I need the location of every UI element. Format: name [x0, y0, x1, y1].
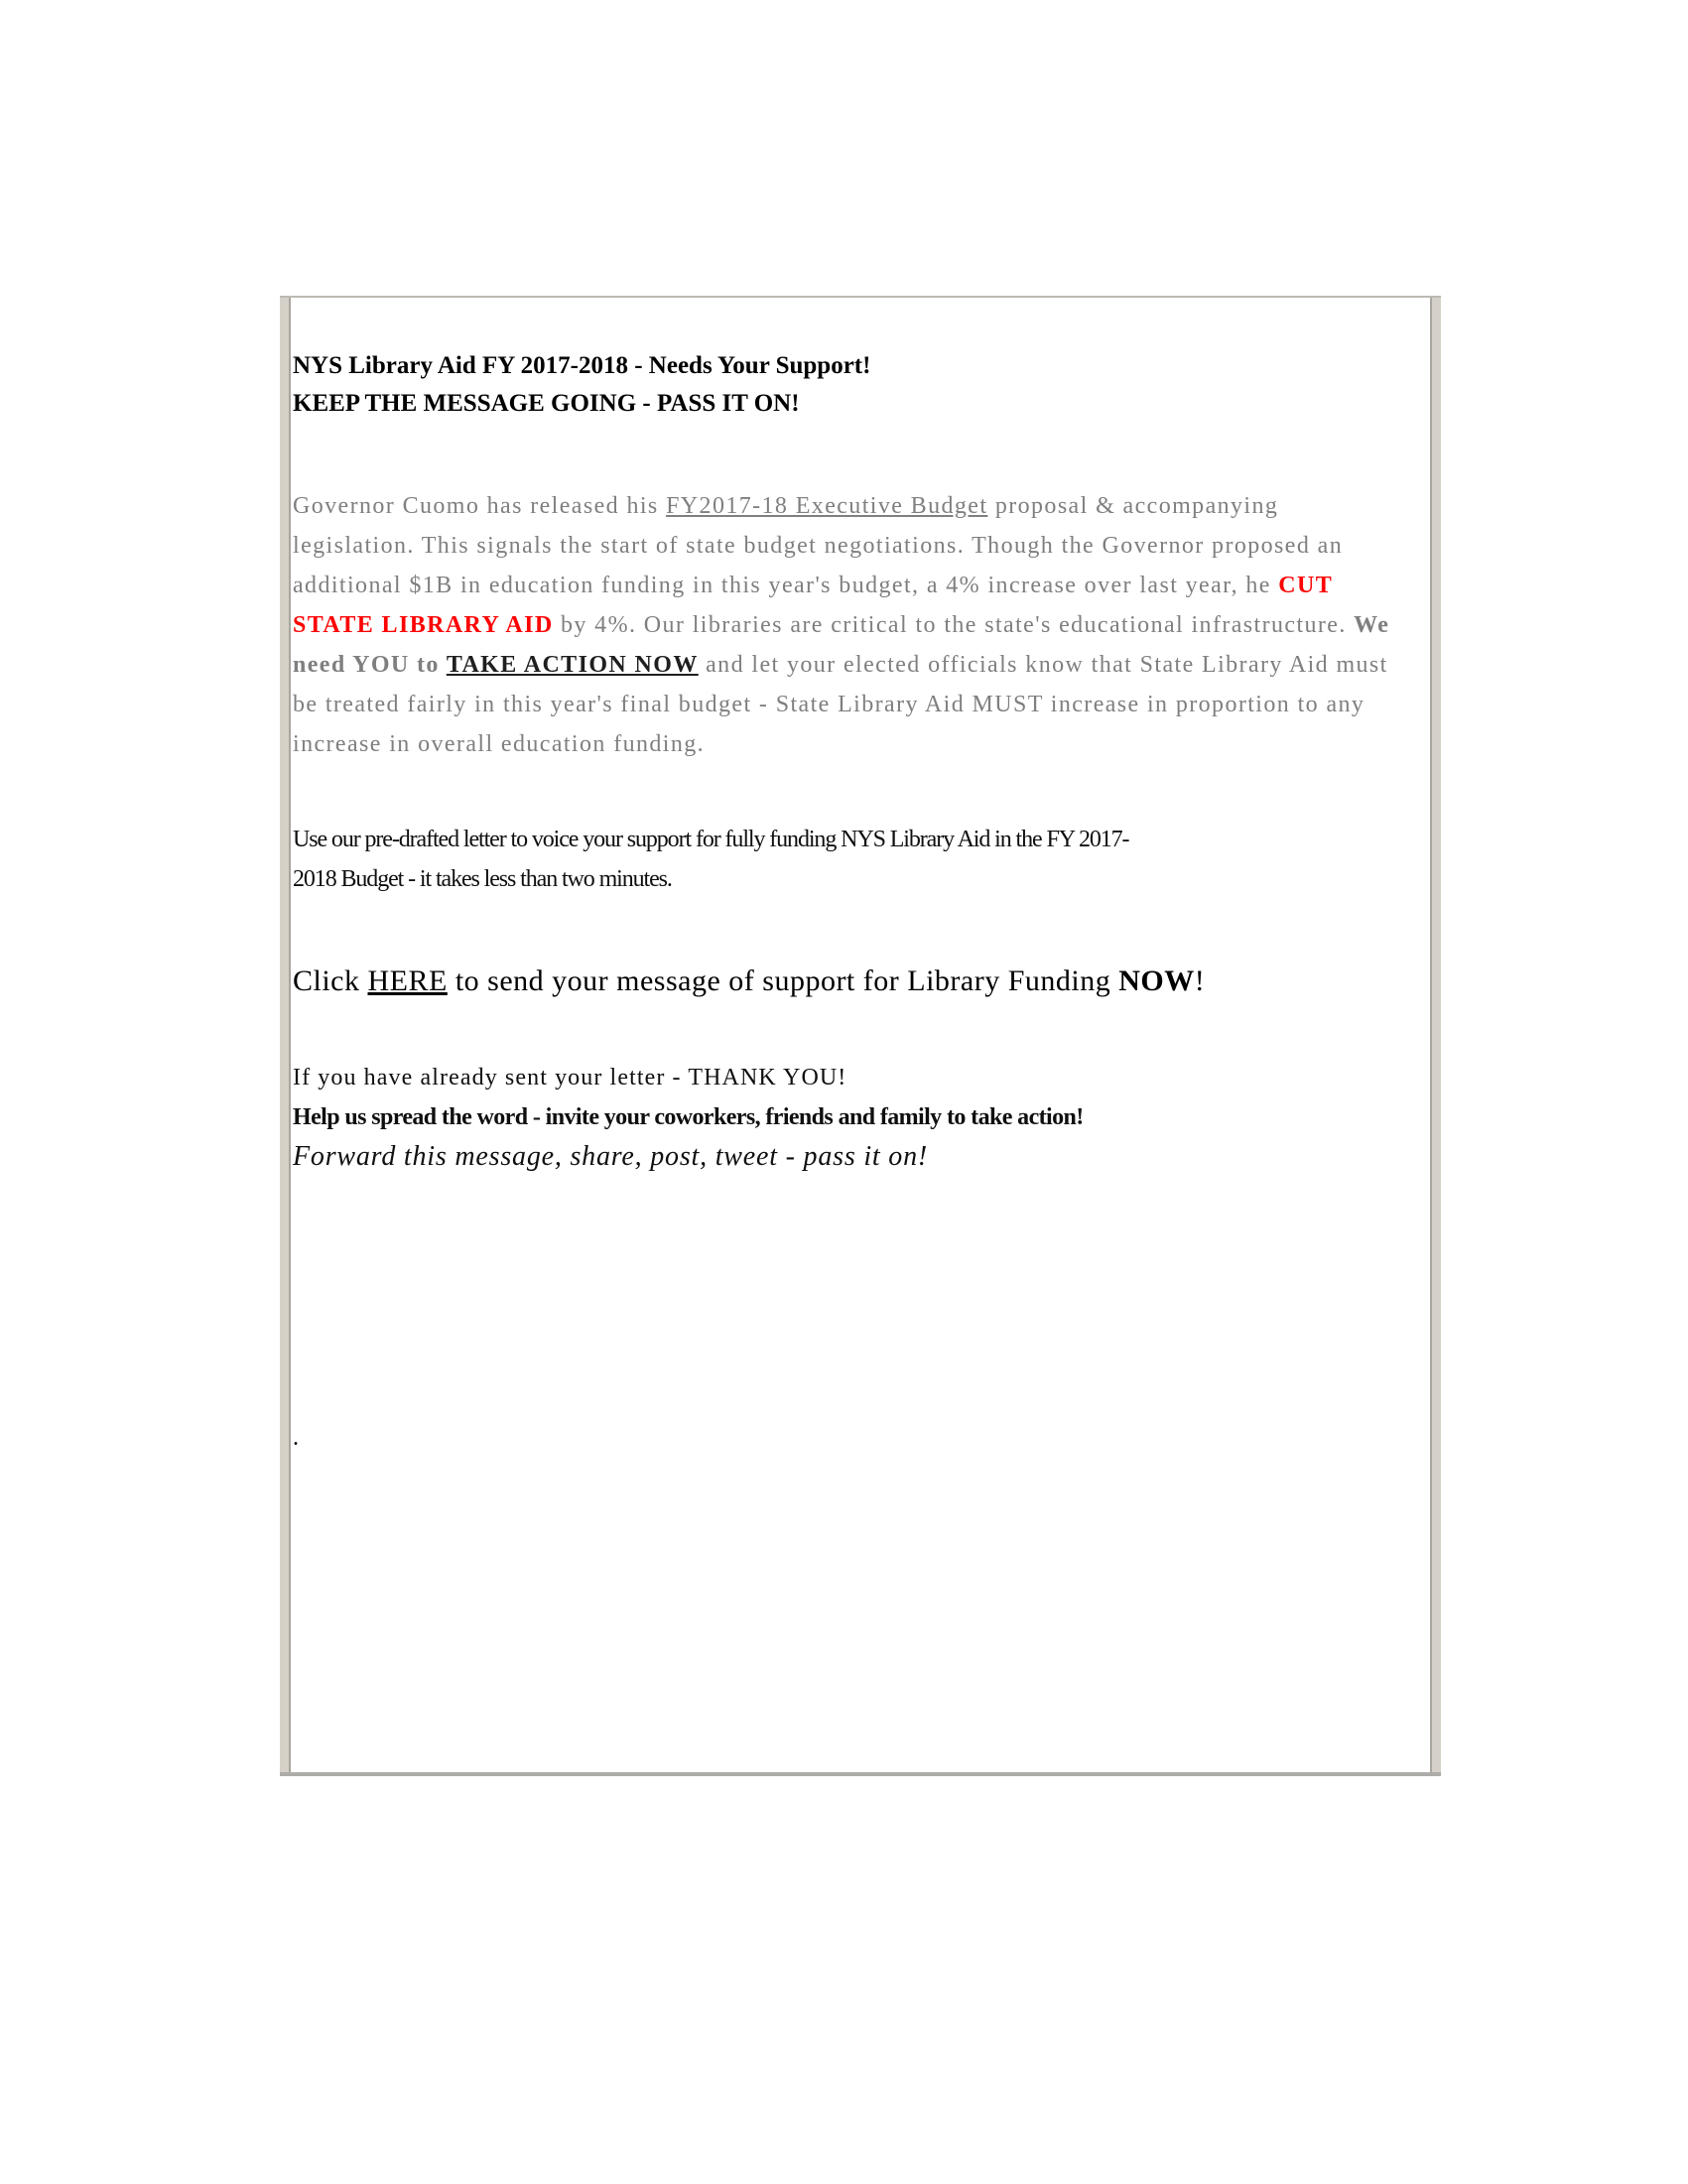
text-line: [293, 1418, 1430, 1458]
now-emphasis: NOW: [1118, 964, 1195, 997]
text-run: and let your elected officials know that State Library Aid must: [698, 652, 1388, 678]
text-run: !: [1194, 964, 1206, 997]
text-run: by 4%. Our libraries are critical to the state's educational infrastructure.: [553, 612, 1355, 638]
trailing-period: .: [293, 1425, 299, 1451]
text-line: [293, 859, 1430, 899]
state-library-aid-emphasis: STATE LIBRARY AID: [293, 612, 554, 638]
text-run: legislation. This signals the start of state budget negotiations. Though the Governor proposed an: [293, 533, 1344, 559]
text-line: [293, 1137, 1430, 1178]
here-link[interactable]: HERE: [367, 964, 448, 997]
take-action-now-link[interactable]: TAKE ACTION NOW: [446, 652, 699, 678]
subject-line-1: NYS Library Aid FY 2017-2018 - Needs Your Support!: [293, 352, 871, 379]
cut-emphasis: CUT: [1278, 573, 1334, 598]
document-page: [280, 296, 1441, 1776]
click-here-cta-line: [293, 960, 1430, 1003]
text-run: Click: [293, 964, 368, 997]
text-line: [293, 566, 1430, 605]
document-page-content: [289, 298, 1432, 1772]
outro-paragraph: [293, 1058, 1430, 1178]
text-line: [293, 605, 1430, 645]
text-line: [293, 645, 1430, 685]
text-line: [293, 486, 1430, 526]
text-run: 2018 Budget - it takes less than two minutes.: [293, 866, 672, 892]
text-line: [293, 685, 1430, 724]
text-line: [293, 1058, 1430, 1097]
subject-line-2: KEEP THE MESSAGE GOING - PASS IT ON!: [293, 390, 800, 417]
text-run: Governor Cuomo has released his: [293, 493, 667, 519]
executive-budget-link[interactable]: FY2017-18 Executive Budget: [666, 493, 988, 519]
email-subject-heading: [293, 347, 1430, 423]
forward-message-line: Forward this message, share, post, tweet - pass it on!: [293, 1141, 929, 1172]
text-line: [293, 960, 1430, 1003]
text-run: increase in overall education funding.: [293, 731, 706, 757]
text-line: [293, 526, 1430, 566]
text-run: Use our pre-drafted letter to voice your support for fully funding NYS Library Aid in the FY 2017-: [293, 827, 1129, 852]
text-run: need YOU to: [293, 652, 447, 678]
text-line: [293, 820, 1430, 859]
text-line: [293, 1097, 1430, 1137]
text-run: proposal & accompanying: [987, 493, 1279, 519]
text-line: [293, 347, 1430, 385]
thank-you-line: If you have already sent your letter - THANK YOU!: [293, 1065, 847, 1091]
text-line: [293, 385, 1430, 423]
text-run: be treated fairly in this year's final budget - State Library Aid MUST increase in proportion to any: [293, 692, 1365, 717]
trailing-period-line: [293, 1418, 1430, 1458]
intro-paragraph: [293, 486, 1430, 764]
pre-drafted-letter-paragraph: [293, 820, 1430, 899]
spread-the-word-line: Help us spread the word - invite your coworkers, friends and family to take action!: [293, 1104, 1084, 1130]
text-run: additional $1B in education funding in this year's budget, a 4% increase over last year, he: [293, 573, 1279, 598]
text-run: to send your message of support for Library Funding: [447, 964, 1119, 997]
text-run: We: [1354, 612, 1390, 638]
text-line: [293, 724, 1430, 764]
